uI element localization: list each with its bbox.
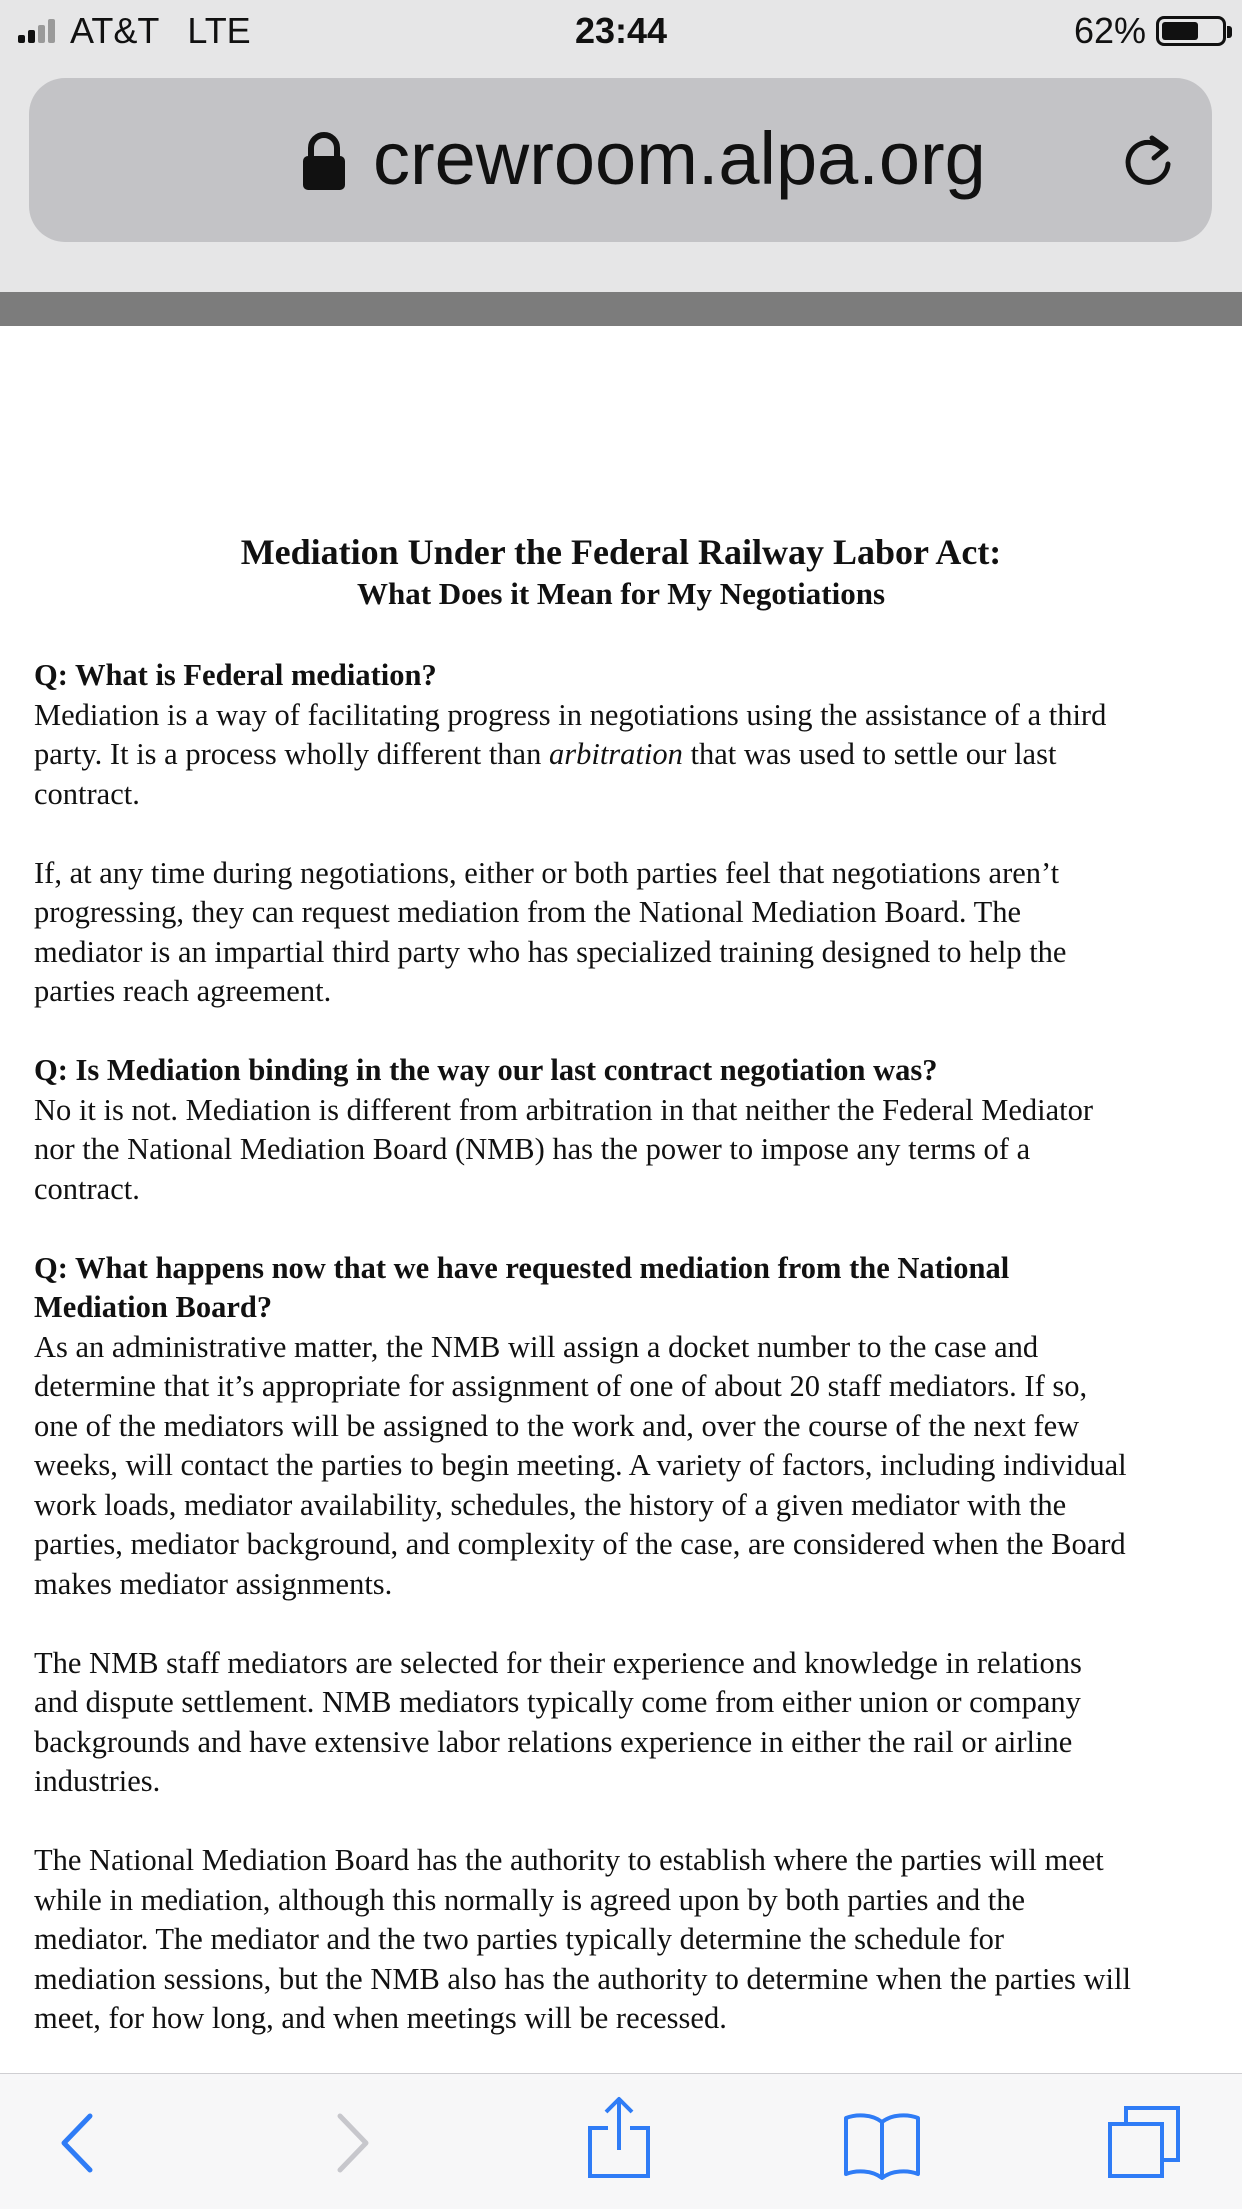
network-label: LTE bbox=[187, 10, 251, 51]
section-q3 bbox=[34, 1249, 1242, 2039]
text-run: party. It is a process wholly different than bbox=[34, 737, 549, 771]
question-3: Q: What happens now that we have requested mediation from the National bbox=[34, 1250, 1010, 1285]
paragraph-line: industries. bbox=[34, 1764, 161, 1798]
question-3: Mediation Board? bbox=[34, 1290, 273, 1324]
question-2: Q: Is Mediation binding in the way our last contract negotiation was? bbox=[34, 1053, 938, 1087]
answer-1-line: contract. bbox=[34, 776, 140, 811]
section-q1 bbox=[34, 656, 1242, 1012]
lock-icon bbox=[301, 130, 347, 192]
section-q2 bbox=[34, 1051, 1242, 1209]
paragraph-line: parties, mediator background, and complexity of the case, are considered when the Board bbox=[34, 1527, 1126, 1561]
browser-header bbox=[0, 62, 1242, 292]
paragraph-line: nor the National Mediation Board (NMB) has the power to impose any terms of a bbox=[34, 1132, 1031, 1166]
status-bar bbox=[0, 0, 1242, 62]
paragraph-line: meet, for how long, and when meetings will be recessed. bbox=[34, 2001, 727, 2035]
reload-icon[interactable] bbox=[1118, 130, 1178, 190]
text-run: that was used to settle our last bbox=[682, 737, 1057, 771]
share-icon[interactable] bbox=[586, 2096, 652, 2180]
article bbox=[34, 530, 1242, 2039]
paragraph-line: makes mediator assignments. bbox=[34, 1566, 393, 1601]
battery-percent: 62% bbox=[1073, 10, 1146, 51]
battery-icon bbox=[1156, 16, 1226, 46]
paragraph-line: work loads, mediator availability, schedules, the history of a given mediator with the bbox=[34, 1487, 1067, 1522]
answer-1-line bbox=[34, 735, 1242, 775]
paragraph-line: mediator is an impartial third party who has specialized training designed to help the bbox=[34, 934, 1067, 969]
carrier-label: AT&T bbox=[70, 10, 160, 51]
paragraph-line: while in mediation, although this normally is agreed upon by both parties and the bbox=[34, 1882, 1026, 1917]
status-time: 23:44 bbox=[574, 10, 668, 51]
paragraph-line: weeks, will contact the parties to begin meeting. A variety of factors, including individual bbox=[34, 1448, 1127, 1482]
paragraph-line: If, at any time during negotiations, either or both parties feel that negotiations aren’t bbox=[34, 855, 1060, 890]
browser-toolbar bbox=[0, 2073, 1242, 2209]
paragraph-line: As an administrative matter, the NMB will assign a docket number to the case and bbox=[34, 1329, 1039, 1364]
emphasis-arbitration: arbitration bbox=[548, 737, 683, 771]
paragraph-line: No it is not. Mediation is different from arbitration in that neither the Federal Mediator bbox=[34, 1092, 1094, 1127]
status-right bbox=[1074, 10, 1226, 52]
article-subtitle: What Does it Mean for My Negotiations bbox=[356, 576, 886, 611]
address-bar[interactable] bbox=[29, 78, 1212, 242]
paragraph-line: parties reach agreement. bbox=[34, 974, 332, 1008]
paragraph-line: contract. bbox=[34, 1171, 140, 1206]
question-1: Q: What is Federal mediation? bbox=[34, 658, 437, 692]
page-top-band bbox=[0, 292, 1242, 326]
bookmarks-icon[interactable] bbox=[842, 2110, 922, 2180]
paragraph-line: The NMB staff mediators are selected for their experience and knowledge in relations bbox=[34, 1645, 1082, 1680]
paragraph-line: mediator. The mediator and the two parties typically determine the schedule for bbox=[34, 1922, 1005, 1956]
paragraph-line: determine that it’s appropriate for assignment of one of about 20 staff mediators. If so, bbox=[34, 1369, 1088, 1403]
paragraph-line: mediation sessions, but the NMB also has the authority to determine when the parties will bbox=[34, 1961, 1131, 1996]
paragraph-line: The National Mediation Board has the authority to establish where the parties will meet bbox=[34, 1843, 1104, 1877]
forward-icon bbox=[332, 2112, 372, 2174]
url-text[interactable]: crewroom.alpa.org bbox=[373, 117, 986, 200]
article-title: Mediation Under the Federal Railway Labor Act: bbox=[240, 532, 1002, 572]
paragraph-line: one of the mediators will be assigned to the work and, over the course of the next few bbox=[34, 1408, 1080, 1443]
tabs-icon[interactable] bbox=[1106, 2104, 1182, 2180]
answer-1-line: Mediation is a way of facilitating progress in negotiations using the assistance of a third bbox=[34, 697, 1107, 732]
paragraph-line: progressing, they can request mediation from the National Mediation Board. The bbox=[34, 895, 1022, 929]
paragraph-line: backgrounds and have extensive labor relations experience in either the rail or airline bbox=[34, 1724, 1073, 1759]
back-icon[interactable] bbox=[58, 2112, 98, 2174]
paragraph-line: and dispute settlement. NMB mediators typically come from either union or company bbox=[34, 1685, 1081, 1719]
